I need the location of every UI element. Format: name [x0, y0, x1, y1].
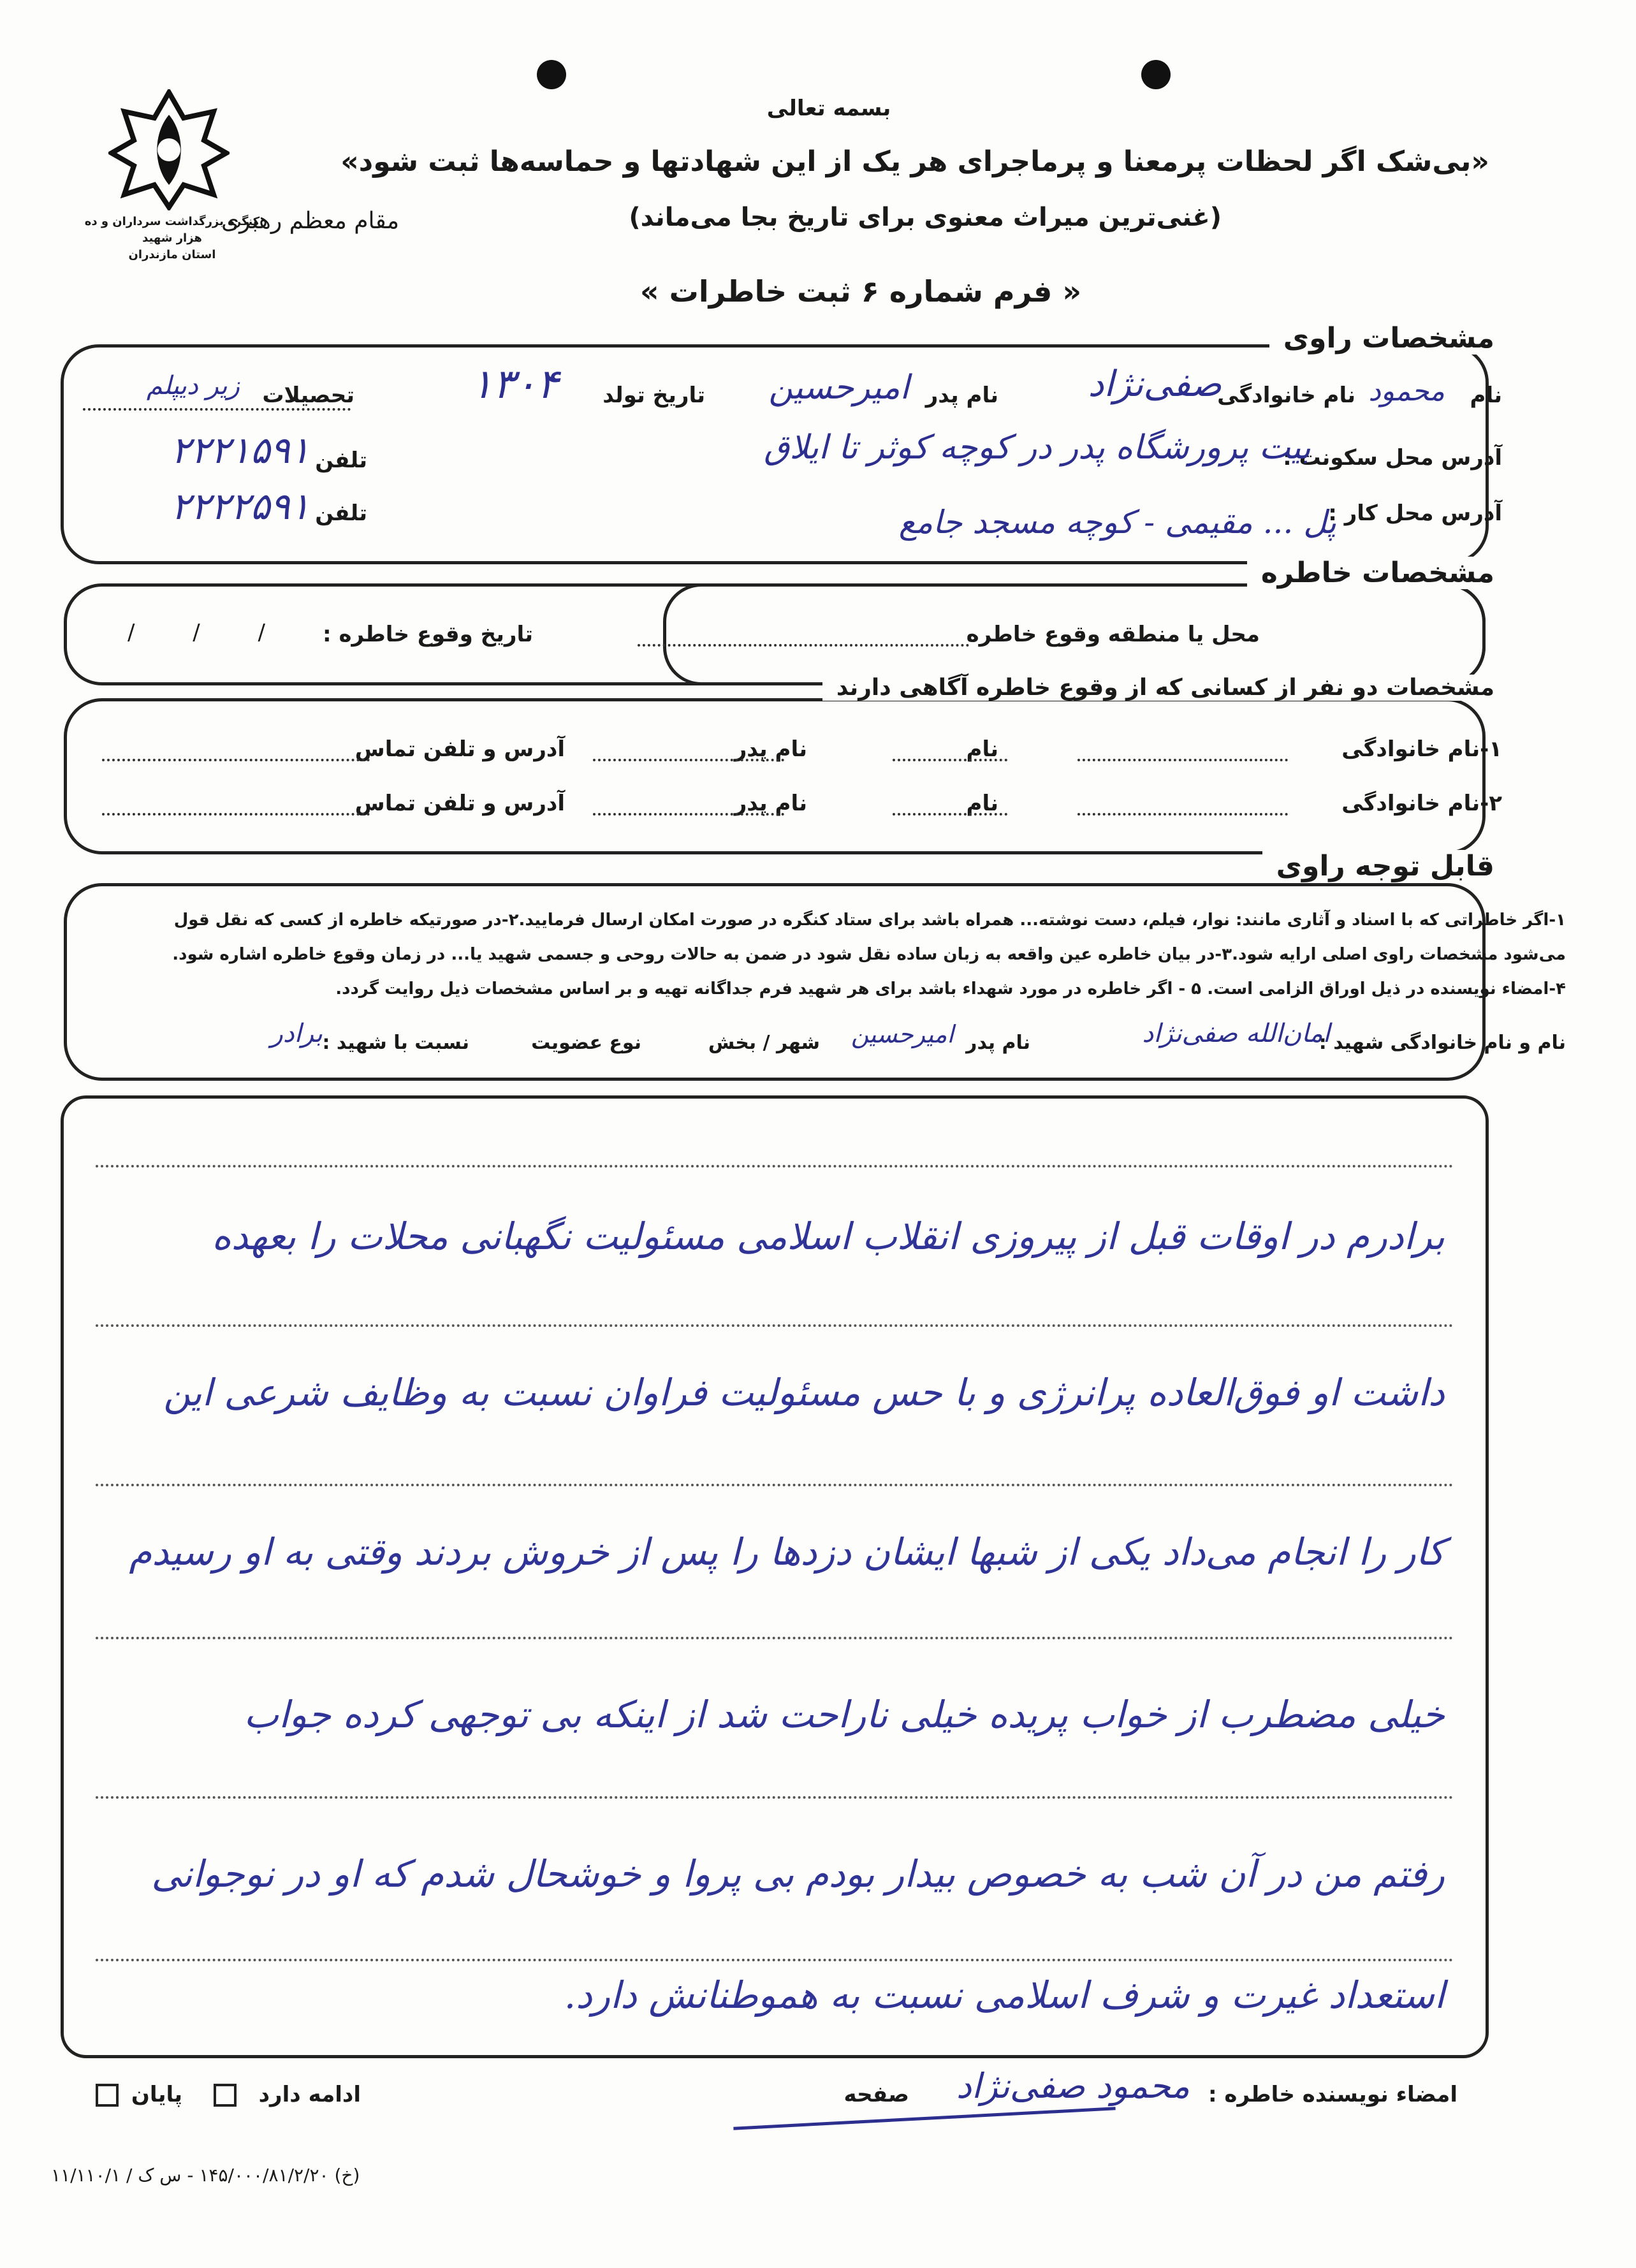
- story-rule-2: [96, 1324, 1454, 1327]
- continue-label: ادامه دارد: [258, 2082, 361, 2107]
- star-emblem-icon: [108, 89, 230, 210]
- witness2-dots-d: [102, 813, 370, 816]
- story-rule-5: [96, 1796, 1454, 1799]
- home-address-label: آدرس محل سکونت :: [1283, 445, 1502, 471]
- birth-date-label: تاریخ تولد: [603, 383, 705, 408]
- witness1-dots-a: [1077, 759, 1288, 761]
- story-rule-4: [96, 1637, 1454, 1639]
- relation-value: برادر: [270, 1019, 323, 1048]
- organization-name: کنگره بزرگداشت سرداران و ده هزار شهید استان مازندران: [84, 215, 260, 261]
- quote-line-1: «بی‌شک اگر لحظات پرمعنا و پرماجرای هر یک از این شهادتها و حماسه‌ها ثبت شود»: [340, 145, 1489, 178]
- story-rule-3: [96, 1484, 1454, 1486]
- home-address-value: بیت پرورشگاه پدر در کوچه کوثر تا ایلاق: [764, 428, 1311, 467]
- phone-label-1: تلفن: [315, 448, 367, 473]
- page-label: صفحه: [844, 2082, 909, 2107]
- first-name-value: محمود: [1368, 375, 1445, 407]
- witness2-dots-c: [593, 813, 784, 816]
- story-rule-1: [96, 1165, 1454, 1167]
- phone-value-2: ۲۲۲۲۵۹۱: [170, 485, 310, 528]
- witness1-father-label: نام پدر: [734, 736, 807, 762]
- memory-date-label: تاریخ وقوع خاطره :: [323, 622, 533, 647]
- story-line: کار را انجام می‌داد یکی از شبها ایشان دزدها را پس از خروش بردند وقتی به او رسیدم: [129, 1530, 1445, 1574]
- city-district-label: شهر / بخش: [708, 1032, 820, 1054]
- signature-label: امضاء نویسنده خاطره :: [1208, 2082, 1457, 2107]
- narrator-section-title: مشخصات راوی: [1269, 322, 1508, 355]
- father-name-label: نام پدر: [925, 383, 998, 408]
- phone-label-2: تلفن: [315, 501, 367, 526]
- memory-date-value: / / /: [128, 620, 291, 645]
- end-checkbox[interactable]: [96, 2084, 119, 2107]
- witness1-dots-c: [593, 759, 784, 761]
- end-label: پایان: [131, 2082, 182, 2107]
- story-line: داشت او فوق‌العاده پرانرژی و با حس مسئولیت فراوان نسبت به وظایف شرعی این: [163, 1371, 1445, 1414]
- relation-label: نسبت با شهید :: [322, 1032, 469, 1054]
- witness1-address-label: آدرس و تلفن تماس: [354, 736, 565, 762]
- witness1-name-label: نام: [966, 736, 998, 762]
- witness2-dots-a: [1077, 813, 1288, 816]
- notes-section-title: قابل توجه راوی: [1262, 850, 1508, 882]
- martyr-name-label: نام و نام خانوادگی شهید :: [1318, 1032, 1566, 1054]
- punch-hole-right: [1141, 60, 1171, 89]
- last-name-label: نام خانوادگی: [1217, 383, 1355, 408]
- story-rule-6: [96, 1959, 1454, 1961]
- continue-checkbox[interactable]: [214, 2084, 237, 2107]
- witness1-lastname-label: ۱-نام خانوادگی: [1341, 736, 1502, 762]
- quote-line-2: (غنی‌ترین میراث معنوی برای تاریخ بجا می‌ماند): [629, 203, 1222, 232]
- attribution: مقام معظم رهبری: [221, 208, 399, 234]
- witness2-address-label: آدرس و تلفن تماس: [354, 791, 565, 816]
- work-address-label: آدرس محل کار :: [1328, 501, 1502, 526]
- organization-logo: [108, 89, 230, 210]
- memory-place-dots: [638, 644, 969, 647]
- story-line: رفتم من در آن شب به خصوص بیدار بودم بی پروا و خوشحال شدم که او در نوجوانی: [151, 1852, 1445, 1896]
- signature-stroke: [733, 2107, 1115, 2130]
- martyr-father-value: امیرحسین: [851, 1020, 954, 1048]
- punch-hole-left: [537, 60, 566, 89]
- martyr-name-value: امان‌الله صفی‌نژاد: [1142, 1019, 1330, 1048]
- story-line: برادرم در اوقات قبل از پیروزی انقلاب اسلامی مسئولیت نگهبانی محلات را بعهده: [212, 1215, 1445, 1258]
- witness1-dots-b: [893, 759, 1007, 761]
- education-value: زیر دیپلم: [146, 371, 240, 400]
- birth-date-value: ۱۳۰۴: [471, 361, 559, 408]
- basmala: بسمه تعالی: [766, 96, 891, 121]
- education-label: تحصیلات: [262, 383, 354, 408]
- witnesses-box: [64, 698, 1486, 854]
- birth-date-dots: [83, 408, 351, 411]
- story-line: استعداد غیرت و شرف اسلامی نسبت به هموطنانش دارد.: [564, 1973, 1445, 2017]
- witness2-name-label: نام: [966, 791, 998, 816]
- memory-place-label: محل یا منطقه وقوع خاطره: [966, 622, 1260, 647]
- witness2-dots-b: [893, 813, 1007, 816]
- note-line-2: می‌شود مشخصات راوی اصلی ارایه شود.۳-در بیان خاطره عین واقعه به زبان ساده نقل شود در ضمن به حالات روحی و جسمی شهید یا... در زمان وقوع خاطره اشاره شود.: [172, 945, 1566, 964]
- memory-section-title: مشخصات خاطره: [1247, 557, 1508, 589]
- form-title: « فرم شماره ۶ ثبت خاطرات »: [639, 274, 1082, 309]
- form-code: (خ) ۱۴۵/۰۰۰/۸۱/۲/۲۰ - س ک / ۱۱/۱۱۰/۱: [51, 2165, 360, 2186]
- story-line: خیلی مضطرب از خواب پریده خیلی ناراحت شد از اینکه بی توجهی کرده جواب: [244, 1693, 1445, 1736]
- witness2-father-label: نام پدر: [734, 791, 807, 816]
- work-address-value: پل ... مقیمی - کوچه مسجد جامع: [898, 504, 1336, 541]
- note-line-3: ۴-امضاء نویسنده در ذیل اوراق الزامی است. ۵ - اگر خاطره در مورد شهداء باشد برای هر شهید فرم جداگانه تهیه و بر اساس مشخصات ذیل روایت گردد.: [335, 979, 1566, 999]
- witnesses-section-title: مشخصات دو نفر از کسانی که از وقوع خاطره آگاهی دارند: [822, 675, 1508, 701]
- last-name-value: صفی‌نژاد: [1088, 363, 1222, 405]
- witness1-dots-d: [102, 759, 370, 761]
- first-name-label: نام: [1470, 383, 1502, 408]
- membership-label: نوع عضویت: [531, 1032, 641, 1054]
- signature-value: محمود صفی‌نژاد: [956, 2066, 1190, 2106]
- witness2-lastname-label: ۲-نام خانوادگی: [1341, 791, 1502, 816]
- phone-value-1: ۲۲۲۱۵۹۱: [170, 428, 310, 472]
- note-line-1: ۱-اگر خاطراتی که با اسناد و آثاری مانند: نوار، فیلم، دست نوشته... همراه باشد برای ستاد کنگره در صورت امکان ارسال فرمایید.۲-در صورتیکه خاطره از کسی که نقل قول: [173, 911, 1566, 930]
- martyr-father-label: نام پدر: [966, 1032, 1030, 1054]
- father-name-value: امیرحسین: [768, 369, 909, 407]
